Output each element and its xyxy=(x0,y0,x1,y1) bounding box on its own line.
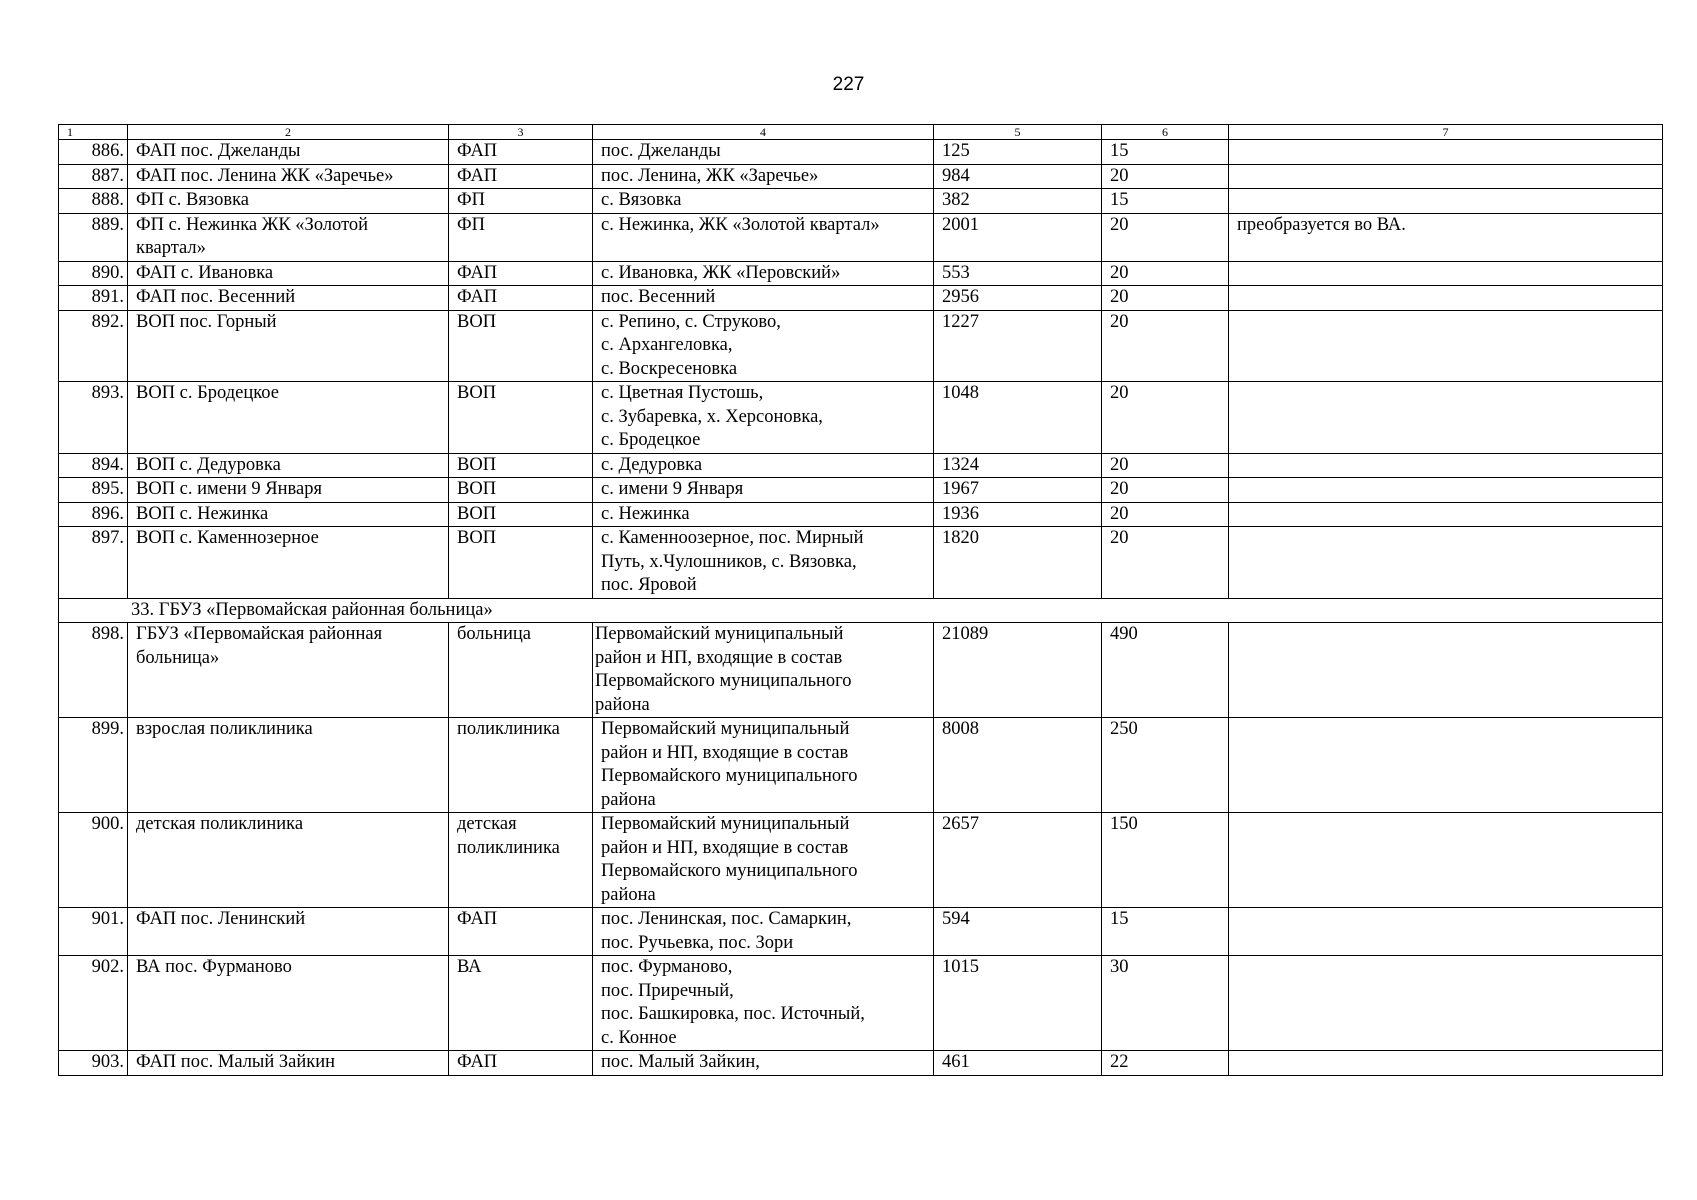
col-number-6: 6 xyxy=(1102,125,1229,140)
note-cell xyxy=(1229,1051,1663,1076)
capacity-cell: 20 xyxy=(1102,261,1229,286)
capacity-cell: 30 xyxy=(1102,956,1229,1051)
facility-type-cell: ВОП xyxy=(449,478,593,503)
page-number: 227 xyxy=(832,74,865,95)
col-number-5: 5 xyxy=(934,125,1102,140)
note-cell xyxy=(1229,502,1663,527)
facility-type-cell: ВА xyxy=(449,956,593,1051)
col-number-2: 2 xyxy=(128,125,449,140)
row-number-cell: 897. xyxy=(59,527,128,599)
population-cell: 1015 xyxy=(934,956,1102,1051)
facility-name-cell: ФАП пос. Ленинский xyxy=(128,908,449,956)
row-number-cell: 896. xyxy=(59,502,128,527)
population-cell: 1227 xyxy=(934,310,1102,382)
table-row xyxy=(59,189,1663,214)
table-body xyxy=(59,125,1663,1076)
facility-name-cell: ВОП с. Бродецкое xyxy=(128,382,449,454)
service-area-cell: пос. Фурманово, пос. Приречный, пос. Башкировка, пос. Источный, с. Конное xyxy=(593,956,934,1051)
note-cell xyxy=(1229,286,1663,311)
table-row xyxy=(59,453,1663,478)
row-number-cell: 889. xyxy=(59,213,128,261)
note-cell xyxy=(1229,164,1663,189)
population-cell: 21089 xyxy=(934,623,1102,718)
col-number-4: 4 xyxy=(593,125,934,140)
column-number-row xyxy=(59,125,1663,140)
note-cell xyxy=(1229,453,1663,478)
capacity-cell: 20 xyxy=(1102,453,1229,478)
row-number-cell: 901. xyxy=(59,908,128,956)
service-area-cell: с. имени 9 Января xyxy=(593,478,934,503)
row-number-cell: 894. xyxy=(59,453,128,478)
service-area-cell: с. Нежинка xyxy=(593,502,934,527)
population-cell: 594 xyxy=(934,908,1102,956)
section-title: 33. ГБУЗ «Первомайская районная больница» xyxy=(59,598,1663,623)
capacity-cell: 15 xyxy=(1102,189,1229,214)
population-cell: 1820 xyxy=(934,527,1102,599)
facility-name-cell: ФП с. Вязовка xyxy=(128,189,449,214)
row-number-cell: 895. xyxy=(59,478,128,503)
population-cell: 1967 xyxy=(934,478,1102,503)
facility-name-cell: ФАП пос. Весенний xyxy=(128,286,449,311)
population-cell: 382 xyxy=(934,189,1102,214)
facility-type-cell: ФАП xyxy=(449,1051,593,1076)
population-cell: 125 xyxy=(934,140,1102,165)
service-area-cell: Первомайский муниципальный район и НП, входящие в состав Первомайского муниципального района xyxy=(593,718,934,813)
table-row xyxy=(59,527,1663,599)
capacity-cell: 20 xyxy=(1102,213,1229,261)
service-area-cell: с. Дедуровка xyxy=(593,453,934,478)
service-area-cell: с. Репино, с. Струково, с. Архангеловка, с. Воскресеновка xyxy=(593,310,934,382)
service-area-cell: пос. Малый Зайкин, xyxy=(593,1051,934,1076)
row-number-cell: 890. xyxy=(59,261,128,286)
capacity-cell: 490 xyxy=(1102,623,1229,718)
note-cell: преобразуется во ВА. xyxy=(1229,213,1663,261)
population-cell: 2657 xyxy=(934,813,1102,908)
row-number-cell: 903. xyxy=(59,1051,128,1076)
note-cell xyxy=(1229,382,1663,454)
capacity-cell: 15 xyxy=(1102,908,1229,956)
row-number-cell: 886. xyxy=(59,140,128,165)
service-area-cell: с. Каменноозерное, пос. Мирный Путь, х.Чулошников, с. Вязовка, пос. Яровой xyxy=(593,527,934,599)
table-row xyxy=(59,382,1663,454)
note-cell xyxy=(1229,261,1663,286)
population-cell: 1936 xyxy=(934,502,1102,527)
service-area-cell: с. Вязовка xyxy=(593,189,934,214)
table-row xyxy=(59,1051,1663,1076)
service-area-cell: Первомайский муниципальный район и НП, входящие в состав Первомайского муниципального района xyxy=(593,623,934,718)
note-cell xyxy=(1229,718,1663,813)
table-row xyxy=(59,956,1663,1051)
facility-type-cell: ВОП xyxy=(449,382,593,454)
facility-name-cell: ФАП пос. Малый Зайкин xyxy=(128,1051,449,1076)
population-cell: 1324 xyxy=(934,453,1102,478)
facility-type-cell: ФАП xyxy=(449,286,593,311)
col-number-1: 1 xyxy=(59,125,128,140)
facility-name-cell: взрослая поликлиника xyxy=(128,718,449,813)
service-area-cell: пос. Весенний xyxy=(593,286,934,311)
population-cell: 1048 xyxy=(934,382,1102,454)
row-number-cell: 902. xyxy=(59,956,128,1051)
capacity-cell: 150 xyxy=(1102,813,1229,908)
facility-type-cell: ВОП xyxy=(449,527,593,599)
facility-type-cell: ФП xyxy=(449,189,593,214)
table-row xyxy=(59,502,1663,527)
facility-type-cell: детская поликлиника xyxy=(449,813,593,908)
facility-name-cell: ВА пос. Фурманово xyxy=(128,956,449,1051)
capacity-cell: 20 xyxy=(1102,478,1229,503)
row-number-cell: 891. xyxy=(59,286,128,311)
facility-name-cell: ВОП пос. Горный xyxy=(128,310,449,382)
service-area-cell: Первомайский муниципальный район и НП, входящие в состав Первомайского муниципального района xyxy=(593,813,934,908)
col-number-3: 3 xyxy=(449,125,593,140)
facility-type-cell: ФП xyxy=(449,213,593,261)
table-row xyxy=(59,310,1663,382)
facility-type-cell: ФАП xyxy=(449,908,593,956)
capacity-cell: 20 xyxy=(1102,502,1229,527)
facility-type-cell: ФАП xyxy=(449,164,593,189)
section-header-row xyxy=(59,598,1663,623)
row-number-cell: 888. xyxy=(59,189,128,214)
population-cell: 461 xyxy=(934,1051,1102,1076)
service-area-cell: с. Ивановка, ЖК «Перовский» xyxy=(593,261,934,286)
facility-type-cell: ВОП xyxy=(449,310,593,382)
facility-type-cell: ВОП xyxy=(449,502,593,527)
row-number-cell: 892. xyxy=(59,310,128,382)
note-cell xyxy=(1229,189,1663,214)
facility-name-cell: ВОП с. Нежинка xyxy=(128,502,449,527)
population-cell: 8008 xyxy=(934,718,1102,813)
facility-name-cell: ВОП с. имени 9 Января xyxy=(128,478,449,503)
population-cell: 2956 xyxy=(934,286,1102,311)
capacity-cell: 20 xyxy=(1102,527,1229,599)
facility-name-cell: ФП с. Нежинка ЖК «Золотой квартал» xyxy=(128,213,449,261)
table-row xyxy=(59,718,1663,813)
service-area-cell: с. Нежинка, ЖК «Золотой квартал» xyxy=(593,213,934,261)
note-cell xyxy=(1229,478,1663,503)
table-row xyxy=(59,286,1663,311)
table-row xyxy=(59,813,1663,908)
table-row xyxy=(59,140,1663,165)
row-number-cell: 900. xyxy=(59,813,128,908)
facility-type-cell: ФАП xyxy=(449,261,593,286)
table-row xyxy=(59,908,1663,956)
row-number-cell: 899. xyxy=(59,718,128,813)
population-cell: 984 xyxy=(934,164,1102,189)
facility-name-cell: детская поликлиника xyxy=(128,813,449,908)
table-row xyxy=(59,261,1663,286)
note-cell xyxy=(1229,310,1663,382)
table-row xyxy=(59,478,1663,503)
capacity-cell: 22 xyxy=(1102,1051,1229,1076)
note-cell xyxy=(1229,956,1663,1051)
facility-name-cell: ВОП с. Дедуровка xyxy=(128,453,449,478)
note-cell xyxy=(1229,527,1663,599)
row-number-cell: 893. xyxy=(59,382,128,454)
facility-type-cell: ФАП xyxy=(449,140,593,165)
col-number-7: 7 xyxy=(1229,125,1663,140)
facility-name-cell: ФАП с. Ивановка xyxy=(128,261,449,286)
capacity-cell: 20 xyxy=(1102,286,1229,311)
table-row xyxy=(59,623,1663,718)
note-cell xyxy=(1229,623,1663,718)
note-cell xyxy=(1229,813,1663,908)
row-number-cell: 887. xyxy=(59,164,128,189)
facility-type-cell: поликлиника xyxy=(449,718,593,813)
service-area-cell: пос. Джеланды xyxy=(593,140,934,165)
facility-name-cell: ВОП с. Каменнозерное xyxy=(128,527,449,599)
population-cell: 2001 xyxy=(934,213,1102,261)
row-number-cell: 898. xyxy=(59,623,128,718)
service-area-cell: с. Цветная Пустошь, с. Зубаревка, х. Херсоновка, с. Бродецкое xyxy=(593,382,934,454)
capacity-cell: 20 xyxy=(1102,382,1229,454)
facility-name-cell: ГБУЗ «Первомайская районная больница» xyxy=(128,623,449,718)
service-area-cell: пос. Ленинская, пос. Самаркин, пос. Ручьевка, пос. Зори xyxy=(593,908,934,956)
facility-table xyxy=(58,124,1663,1076)
capacity-cell: 20 xyxy=(1102,164,1229,189)
service-area-cell: пос. Ленина, ЖК «Заречье» xyxy=(593,164,934,189)
facility-name-cell: ФАП пос. Джеланды xyxy=(128,140,449,165)
facility-name-cell: ФАП пос. Ленина ЖК «Заречье» xyxy=(128,164,449,189)
note-cell xyxy=(1229,140,1663,165)
facility-type-cell: ВОП xyxy=(449,453,593,478)
table-row xyxy=(59,164,1663,189)
note-cell xyxy=(1229,908,1663,956)
capacity-cell: 20 xyxy=(1102,310,1229,382)
capacity-cell: 250 xyxy=(1102,718,1229,813)
facility-type-cell: больница xyxy=(449,623,593,718)
table-row xyxy=(59,213,1663,261)
capacity-cell: 15 xyxy=(1102,140,1229,165)
population-cell: 553 xyxy=(934,261,1102,286)
